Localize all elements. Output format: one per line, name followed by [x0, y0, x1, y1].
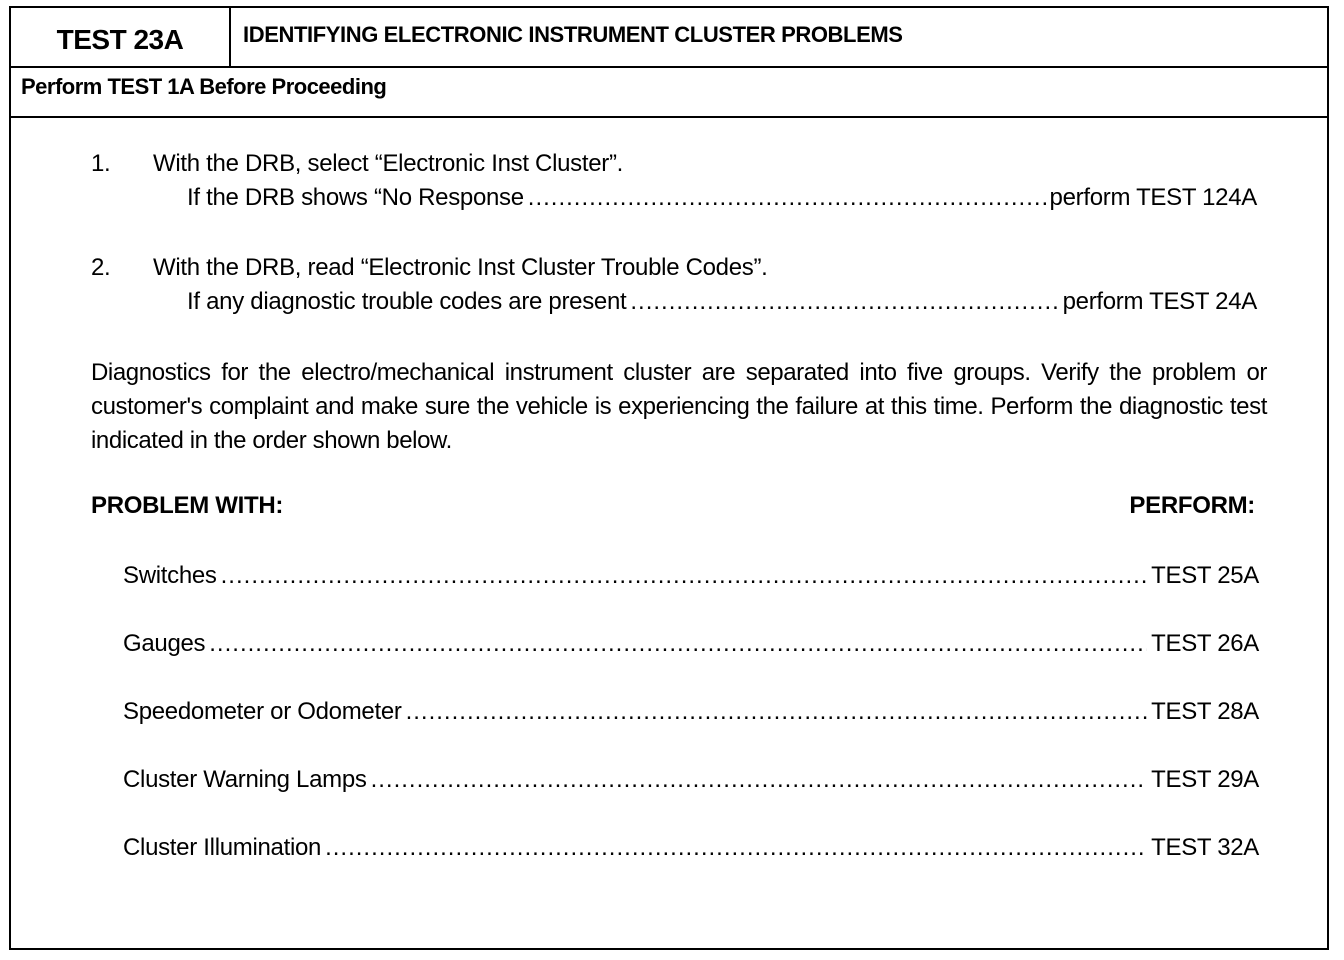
leader-dots: [528, 184, 1046, 212]
test-reference: TEST 32A: [1151, 834, 1259, 861]
table-row: [123, 766, 1259, 794]
problem-label: Switches: [123, 562, 217, 589]
test-id: TEST 23A: [11, 8, 231, 66]
leader-dots: [221, 562, 1147, 590]
problem-label: Speedometer or Odometer: [123, 698, 402, 725]
test-reference: TEST 29A: [1151, 766, 1259, 793]
problem-column-header: PROBLEM WITH:: [91, 492, 284, 519]
condition-text: If the DRB shows “No Response: [187, 184, 524, 211]
test-reference: TEST 25A: [1151, 562, 1259, 589]
step-number: 1.: [91, 150, 111, 177]
condition-text: If any diagnostic trouble codes are present: [187, 288, 627, 315]
action-text: perform TEST 24A: [1062, 288, 1257, 315]
table-row: [123, 834, 1259, 862]
leader-dots: [371, 766, 1148, 794]
table-row: [123, 630, 1259, 658]
table-row: [123, 698, 1259, 726]
test-reference: TEST 28A: [1151, 698, 1259, 725]
leader-dots: [209, 630, 1147, 658]
prerequisite-row: [11, 68, 1327, 118]
test-title: IDENTIFYING ELECTRONIC INSTRUMENT CLUSTER PROBLEMS: [243, 22, 903, 47]
step-number: 2.: [91, 254, 111, 281]
step-2-condition: [187, 288, 1257, 316]
description-paragraph: Diagnostics for the electro/mechanical instrument cluster are separated into five groups. Verify the problem or customer's complaint and make sure the vehicle is experiencing the failure at this time. Perform the diagnostic test indicated in the order shown below.: [91, 359, 1267, 454]
problem-label: Cluster Warning Lamps: [123, 766, 367, 793]
table-row: [123, 562, 1259, 590]
leader-dots: [325, 834, 1147, 862]
problem-label: Cluster Illumination: [123, 834, 322, 861]
perform-column-header: PERFORM:: [1129, 492, 1255, 519]
leader-dots: [630, 288, 1058, 316]
step-1-condition: [187, 184, 1257, 212]
prerequisite-note: Perform TEST 1A Before Proceeding: [21, 74, 387, 99]
step-instruction: With the DRB, select “Electronic Inst Cluster”.: [153, 150, 624, 177]
leader-dots: [406, 698, 1148, 726]
test-reference: TEST 26A: [1151, 630, 1259, 657]
step-instruction: With the DRB, read “Electronic Inst Cluster Trouble Codes”.: [153, 254, 768, 281]
action-text: perform TEST 124A: [1049, 184, 1257, 211]
test-procedure-sheet: [9, 6, 1329, 950]
header-row: [11, 8, 1327, 68]
problem-label: Gauges: [123, 630, 206, 657]
